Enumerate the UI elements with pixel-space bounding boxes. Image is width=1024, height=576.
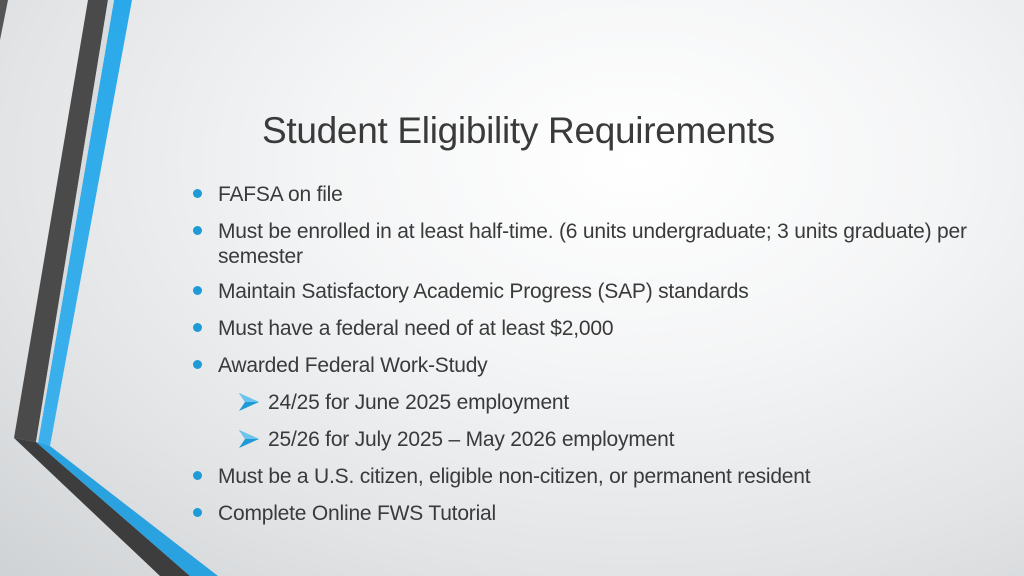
bullet-text: Must be enrolled in at least half-time. (6 units undergraduate; 3 units graduate) per semester: [218, 220, 967, 268]
bullet-dot-icon: [193, 471, 202, 480]
bullet-text: Must be a U.S. citizen, eligible non-citizen, or permanent resident: [218, 465, 811, 488]
bullet-item: [190, 279, 980, 304]
sub-bullet-item: [190, 390, 980, 415]
bullet-text: Complete Online FWS Tutorial: [218, 502, 497, 525]
bullet-text: Must have a federal need of at least $2,000: [218, 317, 614, 340]
sub-bullet-item: [190, 427, 980, 452]
bullet-item: [190, 464, 980, 489]
bullet-text: Awarded Federal Work-Study: [218, 354, 488, 377]
bullet-dot-icon: [193, 286, 202, 295]
bullet-dot-icon: [193, 360, 202, 369]
bullet-dot-icon: [193, 508, 202, 517]
bullet-dot-icon: [193, 189, 202, 198]
bullet-text: Maintain Satisfactory Academic Progress (SAP) standards: [218, 280, 749, 303]
bullet-item: [190, 316, 980, 341]
bullet-item: [190, 501, 980, 526]
arrow-bullet-icon: [237, 390, 261, 414]
sub-bullet-text: 24/25 for June 2025 employment: [268, 391, 570, 414]
slide-title: Student Eligibility Requirements: [262, 110, 775, 151]
bullet-dot-icon: [193, 226, 202, 235]
bullet-item: [190, 353, 980, 378]
bullet-text: FAFSA on file: [218, 183, 343, 206]
sub-bullet-text: 25/26 for July 2025 – May 2026 employment: [268, 428, 675, 451]
bullet-list: [190, 182, 980, 538]
bullet-item: [190, 219, 980, 269]
arrow-bullet-icon: [237, 427, 261, 451]
bullet-item: [190, 182, 980, 207]
bullet-dot-icon: [193, 323, 202, 332]
